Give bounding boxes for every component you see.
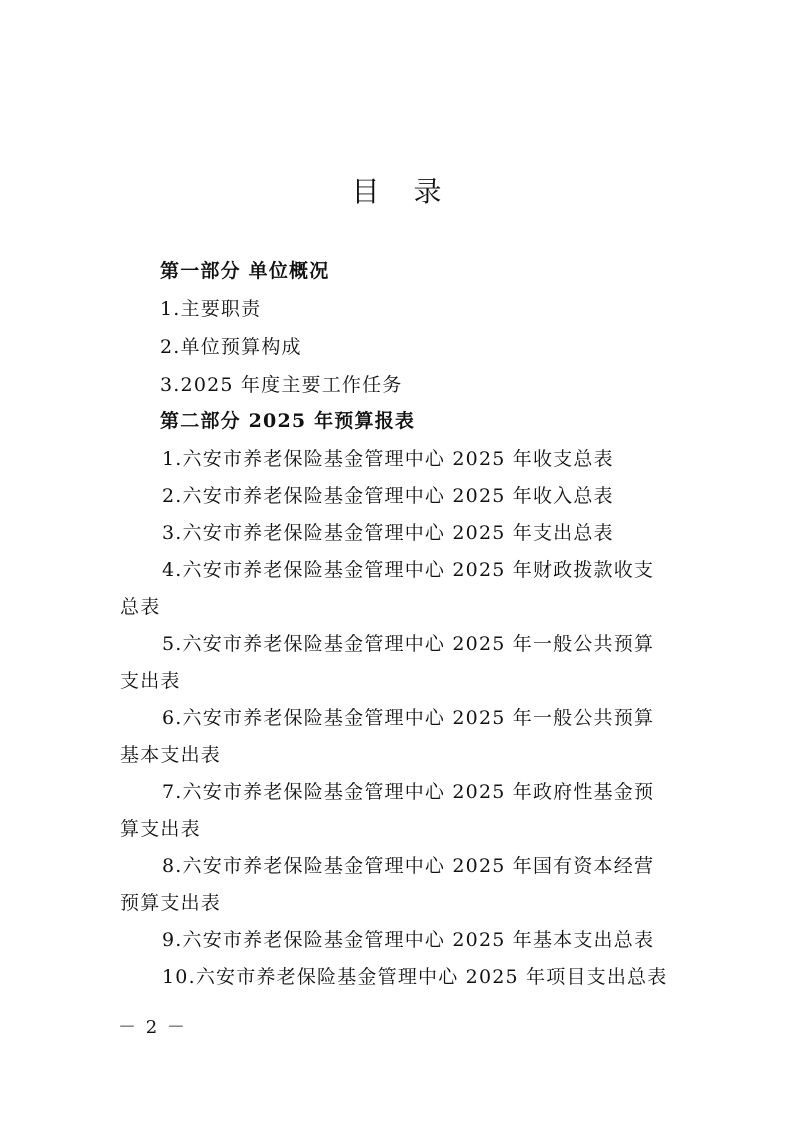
page-title: 目录 — [351, 175, 476, 208]
part1-heading: 第一部分 单位概况 — [160, 260, 330, 282]
toc-item-continuation: 总表 — [120, 596, 161, 618]
toc-item: 4.六安市养老保险基金管理中心 2025 年财政拨款收支 — [162, 559, 655, 581]
toc-item: 10.六安市养老保险基金管理中心 2025 年项目支出总表 — [162, 966, 668, 988]
toc-item: 2.六安市养老保险基金管理中心 2025 年收入总表 — [162, 485, 614, 507]
toc-item-continuation: 预算支出表 — [120, 892, 222, 914]
toc-item: 9.六安市养老保险基金管理中心 2025 年基本支出总表 — [162, 929, 655, 951]
page-number: － 2 － — [118, 1017, 187, 1038]
toc-item: 7.六安市养老保险基金管理中心 2025 年政府性基金预 — [162, 781, 655, 803]
toc-item: 3.2025 年度主要工作任务 — [160, 374, 403, 396]
part2-heading: 第二部分 2025 年预算报表 — [160, 410, 416, 432]
toc-item: 1.六安市养老保险基金管理中心 2025 年收支总表 — [162, 448, 614, 470]
toc-item: 5.六安市养老保险基金管理中心 2025 年一般公共预算 — [162, 633, 655, 655]
toc-item: 3.六安市养老保险基金管理中心 2025 年支出总表 — [162, 522, 614, 544]
toc-item: 2.单位预算构成 — [160, 336, 302, 358]
toc-item-continuation: 算支出表 — [120, 818, 201, 840]
toc-item: 6.六安市养老保险基金管理中心 2025 年一般公共预算 — [162, 707, 655, 729]
toc-item-continuation: 基本支出表 — [120, 744, 222, 766]
toc-item: 8.六安市养老保险基金管理中心 2025 年国有资本经营 — [162, 855, 655, 877]
toc-item-continuation: 支出表 — [120, 670, 181, 692]
toc-item: 1.主要职责 — [160, 298, 262, 320]
